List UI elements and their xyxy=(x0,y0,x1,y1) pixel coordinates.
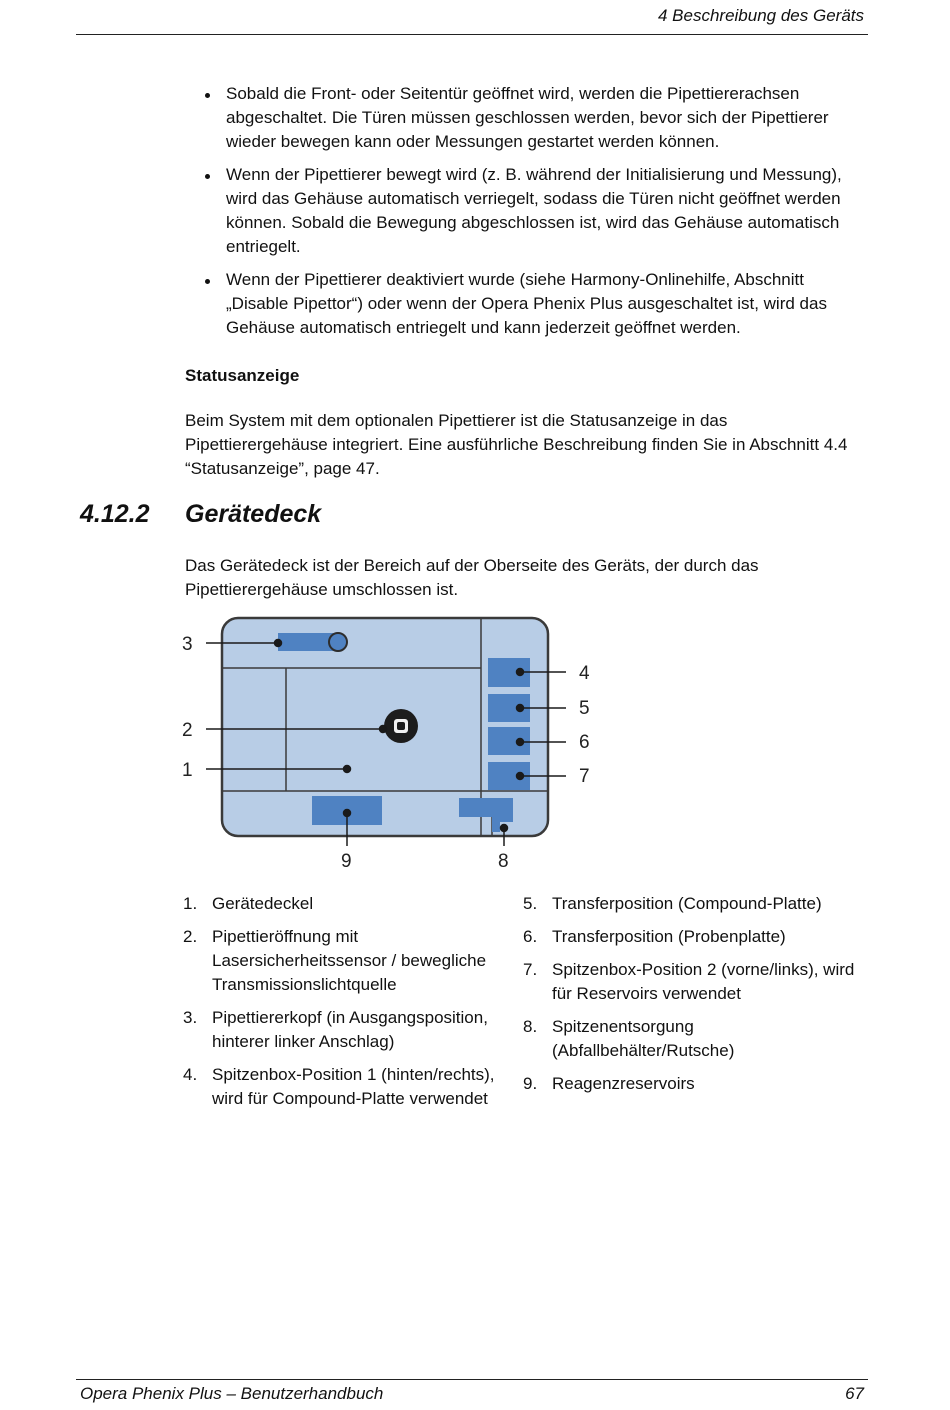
legend-item: 9. Reagenzreservoirs xyxy=(523,1074,695,1093)
section-intro: Das Gerätedeck ist der Bereich auf der Oberseite des Geräts, der durch das Pipettierergehäuse umschlossen ist. xyxy=(185,556,759,599)
legend-item: 2. Pipettieröffnung mit Lasersicherheitssensor / bewegliche Transmissionslichtquelle xyxy=(183,927,487,994)
callout-4: 4 xyxy=(579,663,590,684)
legend-item: 4. Spitzenbox-Position 1 (hinten/rechts), wird für Compound-Platte verwendet xyxy=(183,1065,495,1108)
bullet-item: Wenn der Pipettierer bewegt wird (z. B. während der Initialisierung und Messung), wird das Gehäuse automatisch verriegelt, sodass die Türen nicht geöffnet werden können. Sobald die Bewegung abgeschlossen ist, wird das Gehäuse automatisch entriegelt. xyxy=(205,163,865,259)
callout-5: 5 xyxy=(579,698,590,719)
legend-item: 5. Transferposition (Compound-Platte) xyxy=(523,894,822,913)
callout-7: 7 xyxy=(579,766,590,787)
status-paragraph: Beim System mit dem optionalen Pipettierer ist die Statusanzeige in das Pipettierergehäuse integriert. Eine ausführliche Beschreibung finden Sie in Abschnitt 4.4 “Statusanzeige”, page 47. xyxy=(185,411,848,478)
callout-2: 2 xyxy=(182,720,193,741)
callout-3: 3 xyxy=(182,634,193,655)
legend-item: 7. Spitzenbox-Position 2 (vorne/links), wird für Reservoirs verwendet xyxy=(523,960,855,1003)
page-number: 67 xyxy=(845,1384,864,1403)
status-heading: Statusanzeige xyxy=(185,366,300,385)
manual-title: Opera Phenix Plus – Benutzerhandbuch xyxy=(80,1384,384,1403)
section-title: Gerätedeck xyxy=(185,500,322,528)
bullet-item: Wenn der Pipettierer deaktiviert wurde (siehe Harmony-Onlinehilfe, Abschnitt „Disable Pipettor“) oder wenn der Opera Phenix Plus ausgeschaltet ist, wird das Gehäuse automatisch entriegelt und kann jederzeit geöffnet werden. xyxy=(205,268,865,340)
legend-item: 3. Pipettiererkopf (in Ausgangsposition, hinterer linker Anschlag) xyxy=(183,1008,488,1051)
deck-diagram xyxy=(170,610,610,880)
bullet-list xyxy=(205,82,865,349)
callout-1: 1 xyxy=(182,760,193,781)
running-footer xyxy=(76,1379,868,1410)
section-number: 4.12.2 xyxy=(80,500,150,528)
callout-8: 8 xyxy=(498,851,509,872)
legend-item: 6. Transferposition (Probenplatte) xyxy=(523,927,786,946)
callout-9: 9 xyxy=(341,851,352,872)
legend-left xyxy=(183,892,513,1120)
running-header xyxy=(76,0,868,35)
legend-right xyxy=(523,892,863,1105)
legend-item: 8. Spitzenentsorgung (Abfallbehälter/Rutsche) xyxy=(523,1017,735,1060)
pipettor-head-end xyxy=(329,633,347,651)
callout-6: 6 xyxy=(579,732,590,753)
bullet-item: Sobald die Front- oder Seitentür geöffnet wird, werden die Pipettiererachsen abgeschaltet. Die Türen müssen geschlossen werden, bevor sich der Pipettierer wieder bewegen kann oder Messungen gestartet werden können. xyxy=(205,82,865,154)
chapter-title: 4 Beschreibung des Geräts xyxy=(657,6,864,25)
pipettor-head xyxy=(278,633,336,651)
legend-item: 1. Gerätedeckel xyxy=(183,894,314,913)
